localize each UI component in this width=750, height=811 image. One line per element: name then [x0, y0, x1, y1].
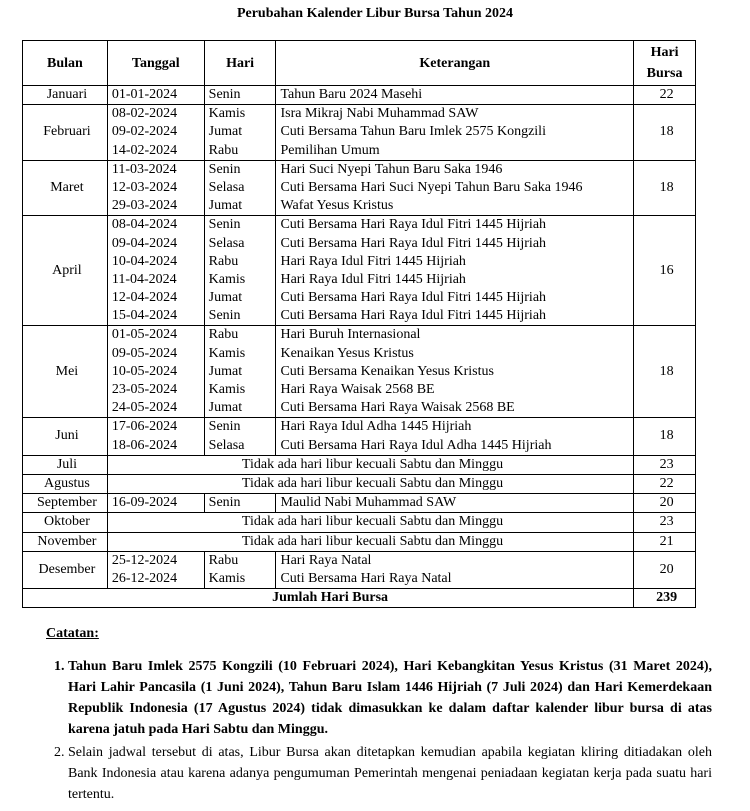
holiday-day: Kamis — [208, 345, 246, 361]
month-name: September — [23, 494, 108, 513]
holiday-calendar-table — [22, 40, 696, 608]
trading-days: 18 — [634, 105, 696, 161]
header-tanggal: Tanggal — [107, 41, 204, 86]
description-cell — [276, 326, 634, 418]
holiday-description: Hari Buruh Internasional — [280, 327, 421, 343]
description-cell — [276, 418, 634, 455]
month-name: Mei — [23, 326, 108, 418]
trading-days: 23 — [634, 513, 696, 532]
date-cell — [107, 160, 204, 216]
month-row-oktober — [23, 513, 696, 532]
month-row-april — [23, 216, 696, 326]
holiday-day: Kamis — [208, 382, 246, 398]
description-cell — [276, 551, 634, 588]
holiday-date: 16-09-2024 — [111, 495, 178, 511]
holiday-day: Rabu — [208, 552, 239, 568]
month-row-juni — [23, 418, 696, 455]
holiday-date: 12-04-2024 — [111, 290, 178, 306]
holiday-description: Hari Suci Nyepi Tahun Baru Saka 1946 — [280, 161, 503, 177]
holiday-date: 11-04-2024 — [111, 271, 177, 287]
month-name: Juli — [23, 455, 108, 474]
table-header-row — [23, 41, 696, 86]
holiday-description: Kenaikan Yesus Kristus — [280, 345, 414, 361]
day-cell — [204, 494, 276, 513]
document-title: Perubahan Kalender Libur Bursa Tahun 2024 — [236, 6, 514, 21]
holiday-date: 09-04-2024 — [111, 235, 178, 251]
holiday-description: Hari Raya Idul Fitri 1445 Hijriah — [280, 271, 466, 287]
holiday-date: 09-05-2024 — [111, 345, 178, 361]
holiday-day: Kamis — [208, 106, 246, 122]
month-row-desember — [23, 551, 696, 588]
month-row-januari — [23, 86, 696, 105]
holiday-day: Jumat — [208, 290, 243, 306]
description-cell — [276, 494, 634, 513]
holiday-date: 12-03-2024 — [111, 179, 178, 195]
total-row — [23, 589, 696, 608]
holiday-day: Kamis — [208, 570, 246, 586]
holiday-date: 26-12-2024 — [111, 570, 178, 586]
month-name: April — [23, 216, 108, 326]
trading-days: 20 — [634, 494, 696, 513]
description-cell — [276, 160, 634, 216]
note-item-1: 1. Tahun Baru Imlek 2575 Kongzili (10 Februari 2024), Hari Kebangkitan Yesus Kristus (31 Maret 2024), Hari Lahir Pancasila (1 Juni 2024), Tahun Baru Islam 1446 Hijriah (7 Juli 2024) dan Hari Kemerdekaan Republik Indonesia (17 Agustus 2024) tidak dimasukkan ke dalam daftar kalender libur bursa di atas karena jatuh pada Hari Sabtu dan Minggu. — [68, 656, 712, 740]
holiday-date: 08-04-2024 — [111, 217, 178, 233]
holiday-date: 10-04-2024 — [111, 253, 178, 269]
notes-list — [46, 656, 712, 805]
header-bulan: Bulan — [23, 41, 108, 86]
holiday-day: Selasa — [208, 437, 245, 453]
holiday-description: Cuti Bersama Hari Raya Idul Fitri 1445 Hijriah — [280, 290, 547, 306]
holiday-description: Cuti Bersama Hari Raya Idul Fitri 1445 Hijriah — [280, 217, 547, 233]
total-value: 239 — [634, 589, 696, 608]
holiday-day: Jumat — [208, 124, 243, 140]
no-holiday-note: Tidak ada hari libur kecuali Sabtu dan Minggu — [107, 474, 633, 493]
holiday-description: Wafat Yesus Kristus — [280, 198, 394, 214]
notes-title: Catatan: — [46, 626, 99, 641]
trading-days: 21 — [634, 532, 696, 551]
holiday-description: Hari Raya Waisak 2568 BE — [280, 382, 435, 398]
holiday-day: Rabu — [208, 327, 239, 343]
holiday-date: 17-06-2024 — [111, 419, 178, 435]
month-name: Oktober — [23, 513, 108, 532]
month-row-februari — [23, 105, 696, 161]
holiday-date: 11-03-2024 — [111, 161, 177, 177]
holiday-date: 23-05-2024 — [111, 382, 178, 398]
month-name: Maret — [23, 160, 108, 216]
day-cell — [204, 326, 276, 418]
date-cell — [107, 494, 204, 513]
month-name: Januari — [23, 86, 108, 105]
holiday-day: Kamis — [208, 271, 246, 287]
month-name: November — [23, 532, 108, 551]
trading-days: 16 — [634, 216, 696, 326]
holiday-day: Senin — [208, 161, 241, 177]
holiday-day: Senin — [208, 419, 241, 435]
day-cell — [204, 86, 276, 105]
holiday-description: Pemilihan Umum — [280, 142, 380, 158]
holiday-description: Cuti Bersama Tahun Baru Imlek 2575 Kongzili — [280, 124, 546, 140]
holiday-date: 01-01-2024 — [111, 87, 178, 102]
holiday-description: Maulid Nabi Muhammad SAW — [280, 495, 457, 511]
header-hari: Hari — [204, 41, 276, 86]
month-row-september — [23, 494, 696, 513]
trading-days: 23 — [634, 455, 696, 474]
holiday-day: Jumat — [208, 198, 243, 214]
holiday-description: Hari Raya Idul Fitri 1445 Hijriah — [280, 253, 466, 269]
holiday-date: 15-04-2024 — [111, 308, 178, 324]
holiday-description: Cuti Bersama Hari Raya Waisak 2568 BE — [280, 400, 515, 416]
holiday-date: 14-02-2024 — [111, 142, 178, 158]
total-label: Jumlah Hari Bursa — [23, 589, 634, 608]
no-holiday-note: Tidak ada hari libur kecuali Sabtu dan Minggu — [107, 455, 633, 474]
holiday-day: Jumat — [208, 400, 243, 416]
note-item-2: 2. Selain jadwal tersebut di atas, Libur Bursa akan ditetapkan kemudian apabila kegiatan kliring ditiadakan oleh Bank Indonesia atau karena adanya pengumuman Pemerintah mengenai peniadaan kegiatan kerja pada suatu hari tertentu. — [68, 742, 712, 805]
trading-days: 18 — [634, 418, 696, 455]
header-hari-bursa-line2: Bursa — [646, 66, 683, 81]
month-row-maret — [23, 160, 696, 216]
holiday-description: Cuti Bersama Hari Raya Natal — [280, 570, 452, 586]
month-row-agustus — [23, 474, 696, 493]
holiday-description: Cuti Bersama Kenaikan Yesus Kristus — [280, 363, 494, 379]
no-holiday-note: Tidak ada hari libur kecuali Sabtu dan Minggu — [107, 513, 633, 532]
holiday-date: 29-03-2024 — [111, 198, 178, 214]
day-cell — [204, 160, 276, 216]
day-cell — [204, 551, 276, 588]
description-cell — [276, 216, 634, 326]
trading-days: 22 — [634, 86, 696, 105]
holiday-day: Selasa — [208, 235, 245, 251]
holiday-date: 08-02-2024 — [111, 106, 178, 122]
day-cell — [204, 418, 276, 455]
holiday-day: Senin — [208, 87, 241, 102]
header-hari-bursa-line1: Hari — [650, 45, 679, 60]
month-name: Agustus — [23, 474, 108, 493]
date-cell — [107, 326, 204, 418]
no-holiday-note: Tidak ada hari libur kecuali Sabtu dan Minggu — [107, 532, 633, 551]
month-row-juli — [23, 455, 696, 474]
month-name: Desember — [23, 551, 108, 588]
table-body — [23, 86, 696, 589]
holiday-description: Hari Raya Natal — [280, 552, 372, 568]
day-cell — [204, 216, 276, 326]
holiday-description: Tahun Baru 2024 Masehi — [280, 87, 423, 102]
description-cell — [276, 105, 634, 161]
date-cell — [107, 105, 204, 161]
holiday-date: 18-06-2024 — [111, 437, 178, 453]
holiday-description: Cuti Bersama Hari Raya Idul Fitri 1445 Hijriah — [280, 308, 547, 324]
holiday-day: Senin — [208, 217, 241, 233]
date-cell — [107, 418, 204, 455]
holiday-date: 25-12-2024 — [111, 552, 178, 568]
month-row-mei — [23, 326, 696, 418]
header-hari-bursa — [634, 41, 696, 86]
month-name: Juni — [23, 418, 108, 455]
holiday-date: 10-05-2024 — [111, 363, 178, 379]
trading-days: 18 — [634, 160, 696, 216]
holiday-description: Isra Mikraj Nabi Muhammad SAW — [280, 106, 479, 122]
holiday-day: Selasa — [208, 179, 245, 195]
trading-days: 18 — [634, 326, 696, 418]
notes-section — [46, 626, 712, 807]
month-row-november — [23, 532, 696, 551]
holiday-description: Cuti Bersama Hari Raya Idul Adha 1445 Hijriah — [280, 437, 552, 453]
trading-days: 20 — [634, 551, 696, 588]
holiday-description: Hari Raya Idul Adha 1445 Hijriah — [280, 419, 472, 435]
description-cell — [276, 86, 634, 105]
date-cell — [107, 86, 204, 105]
holiday-date: 09-02-2024 — [111, 124, 178, 140]
month-name: Februari — [23, 105, 108, 161]
date-cell — [107, 551, 204, 588]
holiday-day: Rabu — [208, 253, 239, 269]
holiday-date: 24-05-2024 — [111, 400, 178, 416]
holiday-date: 01-05-2024 — [111, 327, 178, 343]
date-cell — [107, 216, 204, 326]
holiday-day: Rabu — [208, 142, 239, 158]
holiday-day: Senin — [208, 495, 241, 511]
holiday-day: Senin — [208, 308, 241, 324]
holiday-description: Cuti Bersama Hari Suci Nyepi Tahun Baru Saka 1946 — [280, 179, 583, 195]
holiday-description: Cuti Bersama Hari Raya Idul Fitri 1445 Hijriah — [280, 235, 547, 251]
header-keterangan: Keterangan — [276, 41, 634, 86]
holiday-day: Jumat — [208, 363, 243, 379]
trading-days: 22 — [634, 474, 696, 493]
day-cell — [204, 105, 276, 161]
